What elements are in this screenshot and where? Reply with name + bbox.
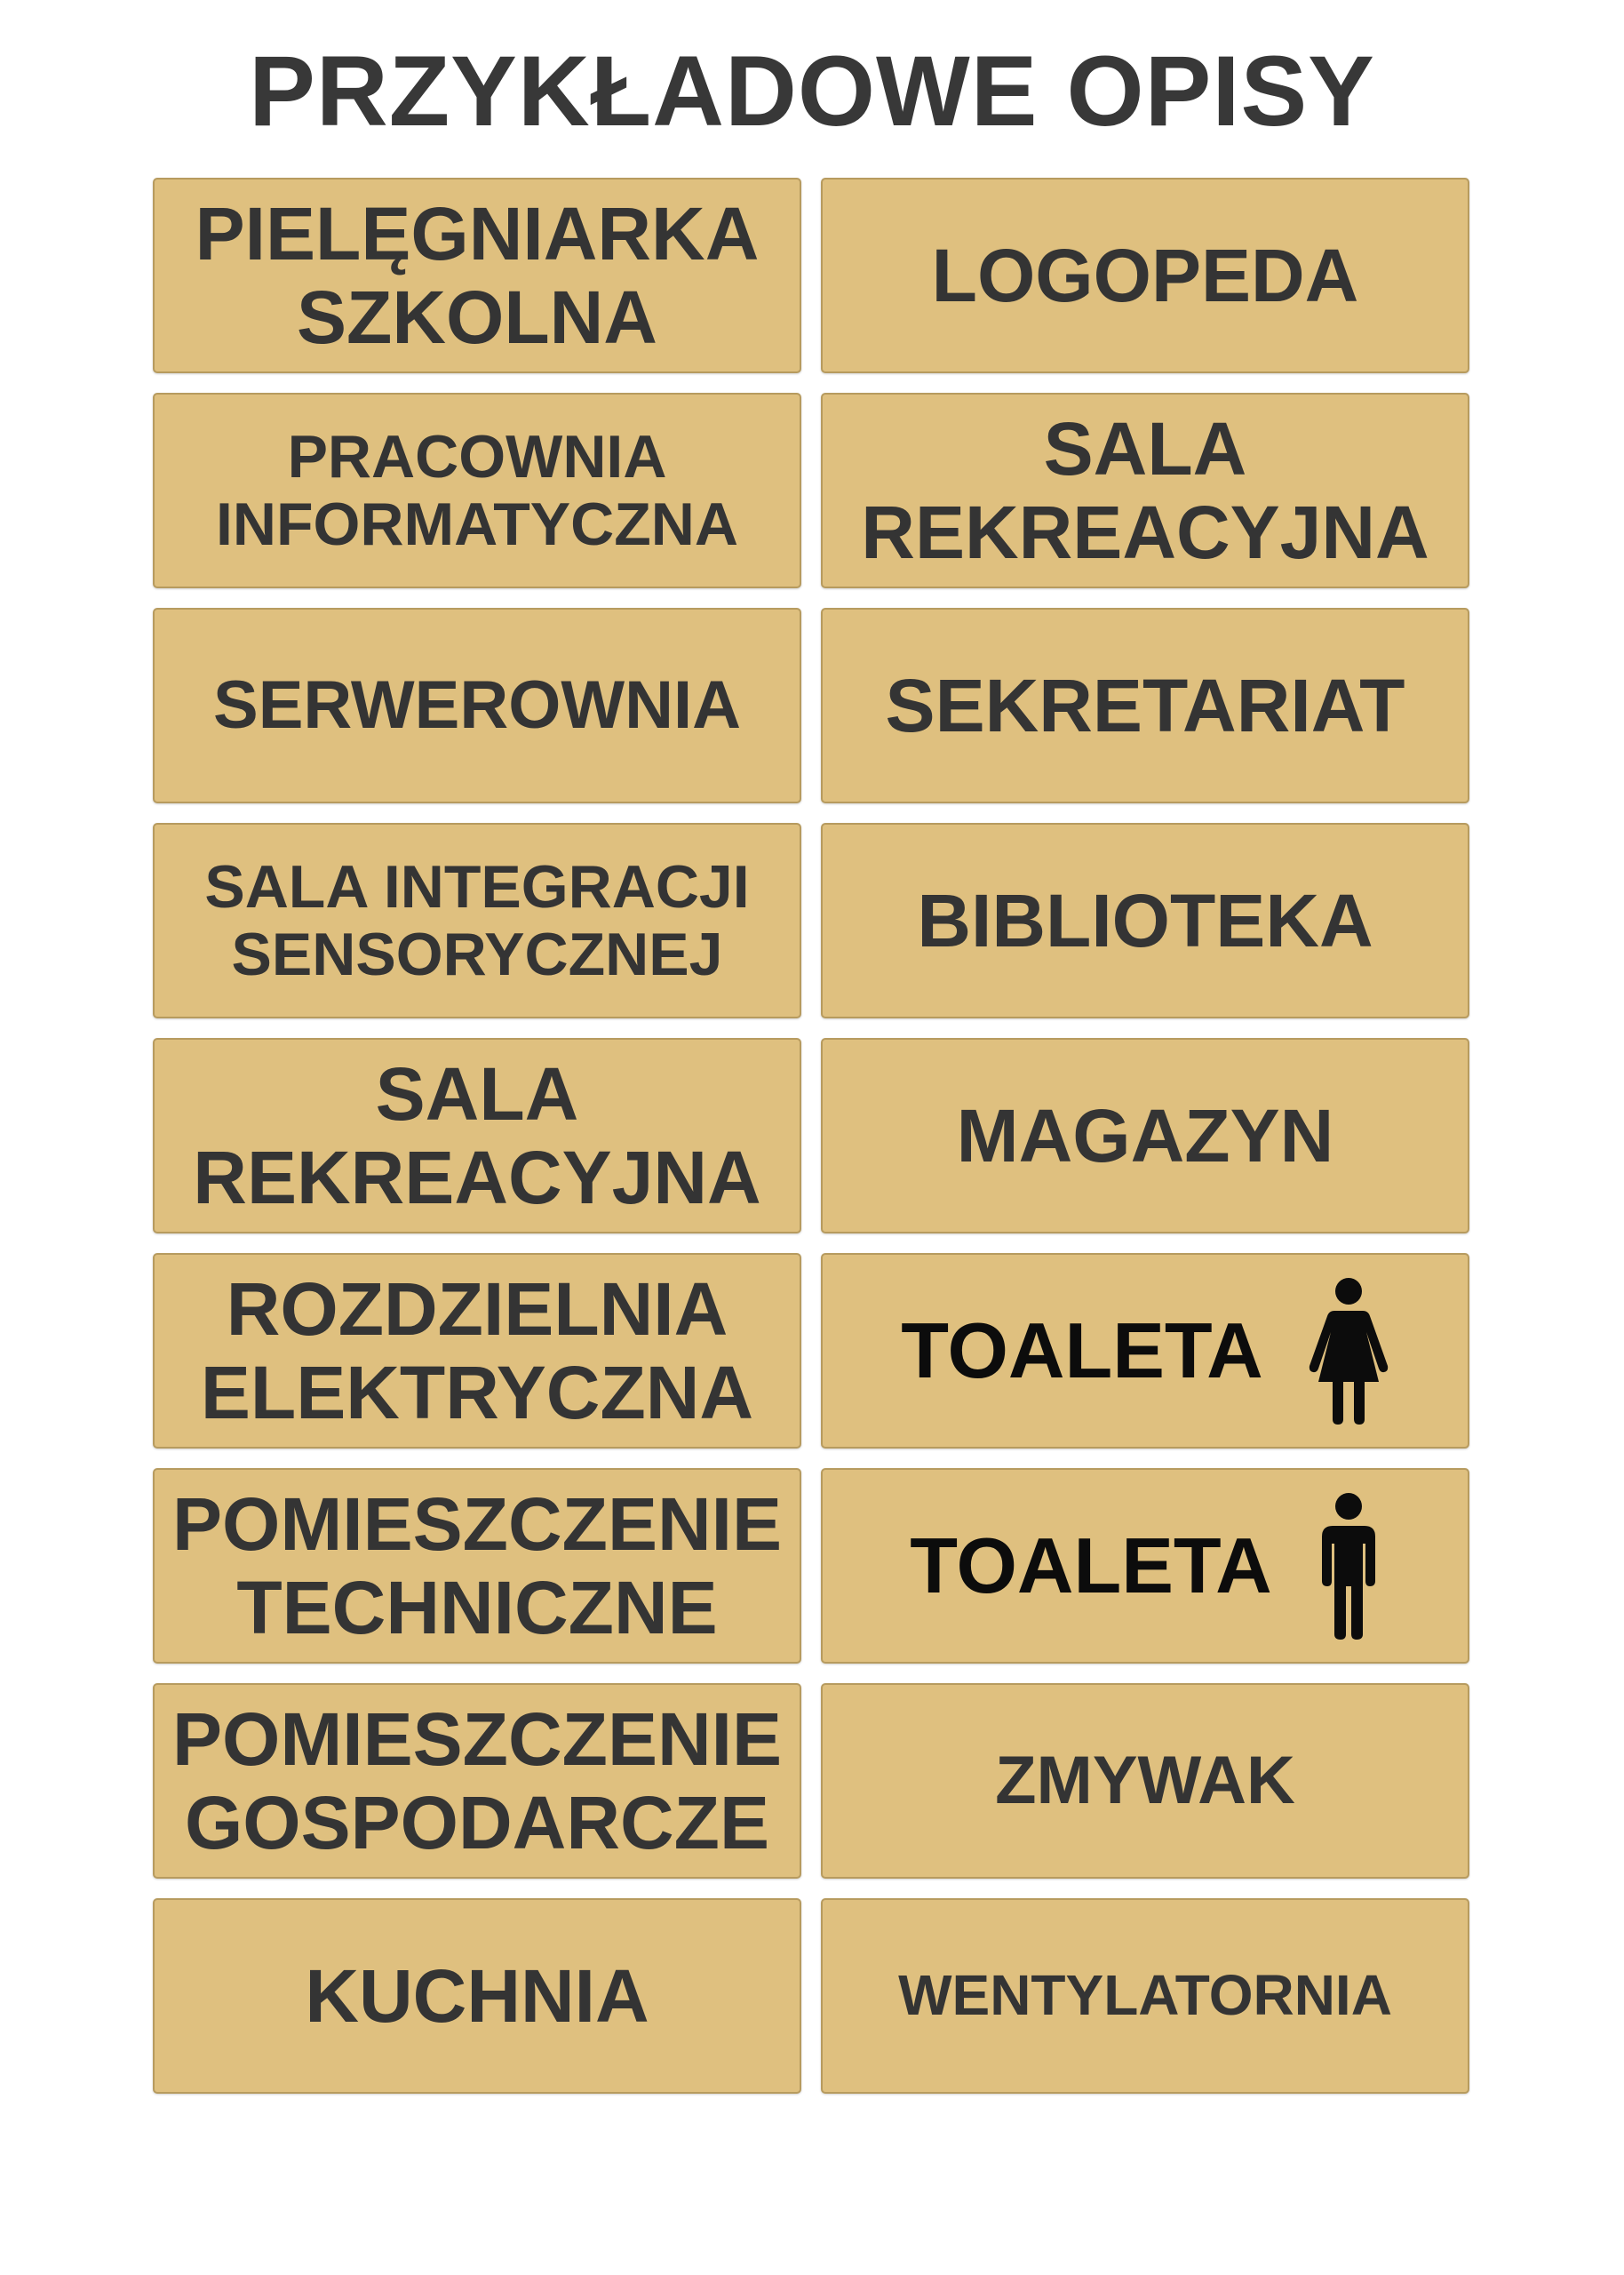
woman-icon (1308, 1277, 1389, 1425)
plate-sala-rekreacyjna-1 (821, 393, 1469, 588)
plate-label: TOALETA (901, 1305, 1263, 1394)
plate-sala-rekreacyjna-2 (153, 1038, 801, 1233)
plate-label: TOALETA (910, 1521, 1272, 1609)
plate-serwerownia (153, 608, 801, 803)
plate-pielegniarka (153, 178, 801, 373)
plate-pomieszczenie-techniczne (153, 1468, 801, 1664)
plate-label: POMIESZCZENIE TECHNICZNE (171, 1481, 783, 1649)
plate-label: SEKRETARIAT (885, 663, 1405, 747)
plate-pomieszczenie-gospodarcze (153, 1683, 801, 1879)
plate-label: ROZDZIELNIA ELEKTRYCZNA (200, 1266, 754, 1434)
plate-toaleta-meska (821, 1468, 1469, 1664)
plate-toaleta-damska (821, 1253, 1469, 1449)
plate-label: PIELĘGNIARKA SZKOLNA (195, 191, 760, 359)
plate-label: LOGOPEDA (931, 233, 1359, 317)
plate-label: KUCHNIA (305, 1953, 649, 2038)
plate-wentylatornia (821, 1898, 1469, 2094)
plates-grid (153, 178, 1473, 2094)
plate-label: SALA REKREACYJNA (193, 1051, 761, 1219)
man-icon (1317, 1492, 1381, 1640)
plate-label: WENTYLATORNIA (898, 1963, 1392, 2028)
plate-rozdzielnia (153, 1253, 801, 1449)
plate-logopeda (821, 178, 1469, 373)
plate-label: SERWEROWNIA (213, 667, 741, 744)
plate-label: BIBLIOTEKA (917, 878, 1373, 962)
plate-label: MAGAZYN (956, 1093, 1334, 1177)
plate-kuchnia (153, 1898, 801, 2094)
plate-sekretariat (821, 608, 1469, 803)
plate-label: SALA REKREACYJNA (861, 406, 1429, 574)
page-title: PRZYKŁADOWE OPISY (249, 36, 1375, 147)
plate-label: SALA INTEGRACJI SENSORYCZNEJ (204, 852, 750, 988)
plate-magazyn (821, 1038, 1469, 1233)
plate-label: ZMYWAK (995, 1743, 1295, 1819)
plate-pracownia (153, 393, 801, 588)
plate-biblioteka (821, 823, 1469, 1018)
plate-sala-integracji (153, 823, 801, 1018)
plate-label: POMIESZCZENIE GOSPODARCZE (171, 1696, 783, 1864)
plate-label: PRACOWNIA INFORMATYCZNA (216, 422, 738, 558)
plate-zmywak (821, 1683, 1469, 1879)
